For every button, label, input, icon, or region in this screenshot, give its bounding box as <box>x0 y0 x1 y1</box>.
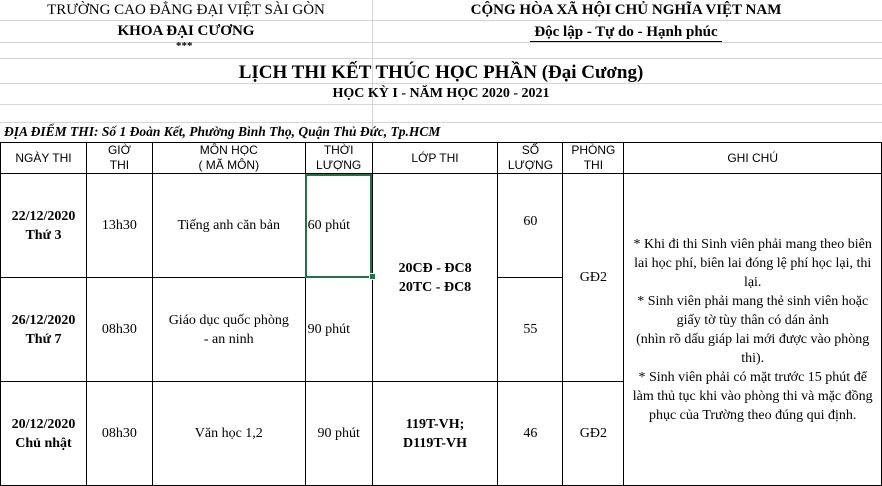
motto-text: Độc lập - Tự do - Hạnh phúc <box>530 24 721 42</box>
exam-location: ĐỊA ĐIỂM THI: Số 1 Đoàn Kết, Phường Bình Thọ, Quận Thủ Đức, Tp.HCM <box>4 124 441 139</box>
col-header-count[interactable]: SỐ LƯỢNG <box>498 143 563 174</box>
duration-cell[interactable]: 90 phút <box>305 278 372 382</box>
grid-line <box>0 58 882 59</box>
exam-time-cell[interactable]: 08h30 <box>86 278 152 382</box>
room-cell-merged[interactable]: GĐ2 <box>563 174 624 382</box>
stars-divider: *** <box>176 40 193 52</box>
student-count-cell[interactable]: 55 <box>498 278 563 382</box>
class-cell-merged[interactable]: 20CĐ - ĐC8 20TC - ĐC8 <box>372 174 498 382</box>
student-count-cell[interactable]: 46 <box>498 382 563 486</box>
page-title: LỊCH THI KẾT THÚC HỌC PHẦN (Đại Cương) <box>238 62 644 83</box>
col-header-duration[interactable]: THỜI LƯỢNG <box>305 143 372 174</box>
faculty-name: KHOA ĐẠI CƯƠNG <box>117 23 255 39</box>
grid-line <box>0 104 882 105</box>
grid-line <box>0 42 882 43</box>
exam-date-cell[interactable]: 22/12/2020 Thứ 3 <box>1 174 87 278</box>
table-header-row <box>1 143 882 174</box>
col-header-room[interactable]: PHÒNG THI <box>563 143 624 174</box>
subject-cell[interactable]: Tiếng anh căn bản <box>152 174 305 278</box>
col-header-subject[interactable]: MÔN HỌC ( MÃ MÔN) <box>152 143 305 174</box>
school-name: TRƯỜNG CAO ĐẲNG ĐẠI VIỆT SÀI GÒN <box>47 2 325 18</box>
exam-schedule-table <box>0 142 882 486</box>
subject-cell[interactable]: Văn học 1,2 <box>152 382 305 486</box>
notes-cell[interactable] <box>624 174 882 486</box>
motto <box>372 24 880 41</box>
republic-heading: CỘNG HÒA XÃ HỘI CHỦ NGHĨA VIỆT NAM <box>470 2 782 18</box>
grid-line <box>0 20 882 21</box>
exam-date-cell[interactable]: 26/12/2020 Thứ 7 <box>1 278 87 382</box>
table-row <box>1 174 882 278</box>
col-header-class[interactable]: LỚP THI <box>372 143 498 174</box>
subject-cell[interactable]: Giáo dục quốc phòng - an ninh <box>152 278 305 382</box>
col-header-date[interactable]: NGÀY THI <box>1 143 87 174</box>
class-cell[interactable]: 119T-VH; D119T-VH <box>372 382 498 486</box>
student-count-cell[interactable]: 60 <box>498 174 563 278</box>
grid-line <box>0 122 882 123</box>
col-header-time[interactable]: GIỜ THI <box>86 143 152 174</box>
notes-text: * Khi đi thi Sinh viên phải mang theo biên lai học phí, biên lai đóng lệ phí học lại, thi lại. * Sinh viên phải mang thẻ sinh viên hoặc giấy tờ tùy thân có dán ảnh (nhìn rõ dấu giáp lai mới được vào phòng thi). * Sinh viên phải có mặt trước 15 phút để làm thủ tục khi vào phòng thi và mặc đồng phục của Trường theo đúng qui định. <box>632 236 873 423</box>
exam-time-cell[interactable]: 13h30 <box>86 174 152 278</box>
duration-cell-selected[interactable]: 60 phút <box>305 174 372 278</box>
fill-handle[interactable] <box>369 273 376 280</box>
semester-line: HỌC KỲ I - NĂM HỌC 2020 - 2021 <box>332 86 550 101</box>
room-cell[interactable]: GĐ2 <box>563 382 624 486</box>
exam-time-cell[interactable]: 08h30 <box>86 382 152 486</box>
exam-date-cell[interactable]: 20/12/2020 Chủ nhật <box>1 382 87 486</box>
col-header-notes[interactable]: GHI CHÚ <box>624 143 882 174</box>
duration-cell[interactable]: 90 phút <box>305 382 372 486</box>
